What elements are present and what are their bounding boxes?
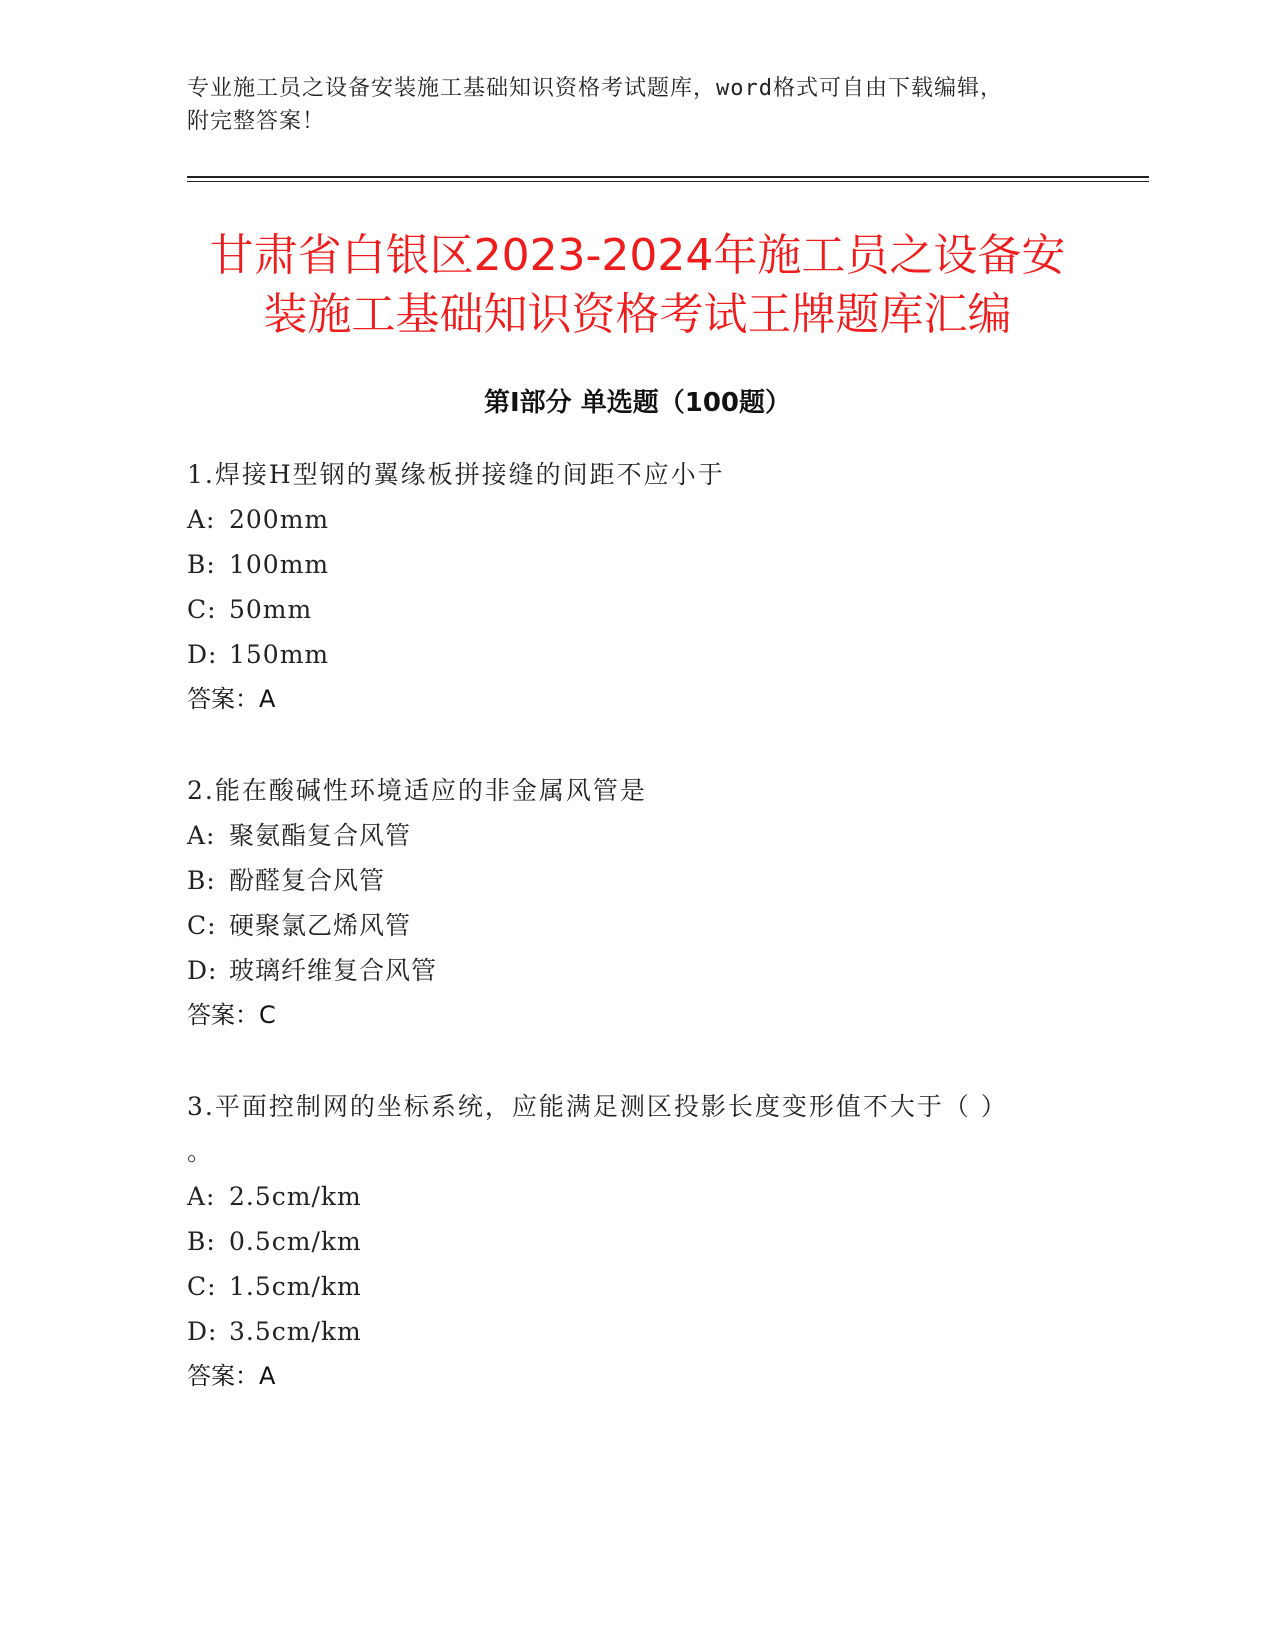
question-stem-continuation: 。 — [187, 1137, 215, 1166]
document-title-line-2: 装施工基础知识资格考试王牌题库汇编 — [263, 289, 1012, 340]
option-letter: B: — [187, 866, 216, 895]
option-b — [187, 542, 1087, 587]
option-letter: D: — [187, 956, 218, 985]
header-note-line-2: 附完整答案！ — [187, 109, 326, 134]
option-text: 酚醛复合风管 — [229, 866, 386, 895]
answer: 答案：A — [187, 685, 276, 713]
document-title-line-1: 甘肃省白银区2023-2024年施工员之设备安 — [209, 230, 1066, 281]
option-letter: B: — [187, 550, 216, 579]
header-note-line-1: 专业施工员之设备安装施工基础知识资格考试题库，word格式可自由下载编辑， — [187, 76, 1003, 101]
document-title — [160, 226, 1115, 344]
option-letter: A: — [187, 1182, 216, 1211]
option-letter: C: — [187, 911, 217, 940]
section-title: 第I部分 单选题（100题） — [484, 388, 791, 418]
option-a — [187, 1174, 1087, 1219]
option-letter: A: — [187, 821, 216, 850]
question-stem: 2.能在酸碱性环境适应的非金属风管是 — [187, 776, 647, 805]
header-divider-thick — [187, 176, 1149, 178]
answer: 答案：A — [187, 1362, 276, 1390]
header-divider-thin — [187, 181, 1149, 182]
option-text: 1.5cm/km — [229, 1272, 362, 1301]
option-text: 150mm — [229, 640, 330, 669]
option-text: 3.5cm/km — [229, 1317, 362, 1346]
option-letter: A: — [187, 505, 216, 534]
option-d — [187, 632, 1087, 677]
option-b — [187, 858, 1087, 903]
option-d — [187, 1309, 1087, 1354]
option-text: 0.5cm/km — [229, 1227, 362, 1256]
option-text: 200mm — [229, 505, 330, 534]
option-text: 聚氨酯复合风管 — [229, 821, 412, 850]
option-letter: D: — [187, 1317, 218, 1346]
question-3 — [187, 1084, 1087, 1399]
option-c — [187, 903, 1087, 948]
option-a — [187, 813, 1087, 858]
option-text: 硬聚氯乙烯风管 — [229, 911, 412, 940]
option-letter: C: — [187, 1272, 217, 1301]
answer: 答案：C — [187, 1001, 276, 1029]
option-d — [187, 948, 1087, 993]
option-b — [187, 1219, 1087, 1264]
option-text: 玻璃纤维复合风管 — [229, 956, 438, 985]
option-a — [187, 497, 1087, 542]
option-text: 50mm — [229, 595, 313, 624]
option-letter: C: — [187, 595, 217, 624]
option-letter: B: — [187, 1227, 216, 1256]
question-stem: 1.焊接H型钢的翼缘板拼接缝的间距不应小于 — [187, 460, 725, 489]
question-1 — [187, 452, 1087, 722]
option-letter: D: — [187, 640, 218, 669]
option-c — [187, 587, 1087, 632]
header-note — [187, 72, 1087, 138]
option-c — [187, 1264, 1087, 1309]
option-text: 100mm — [229, 550, 330, 579]
option-text: 2.5cm/km — [229, 1182, 362, 1211]
question-2 — [187, 768, 1087, 1038]
question-stem: 3.平面控制网的坐标系统，应能满足测区投影长度变形值不大于（ ） — [187, 1092, 1008, 1121]
